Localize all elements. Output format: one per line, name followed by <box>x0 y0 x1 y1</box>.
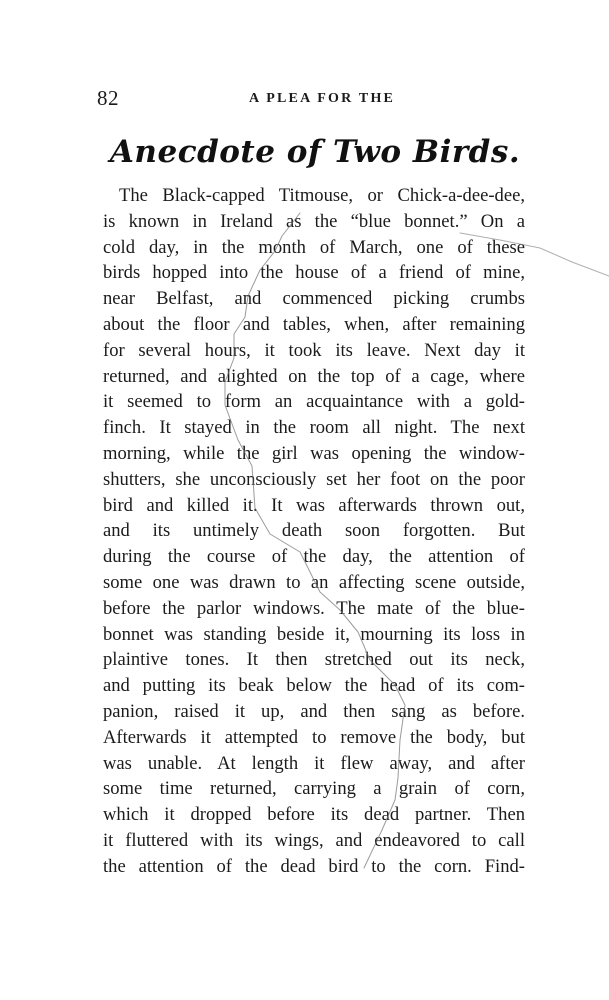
text-line: returned, and alighted on the top of a cage, where <box>103 365 525 387</box>
text-line: is known in Ireland as the “blue bonnet.” On a <box>103 210 525 232</box>
page-number: 82 <box>97 86 119 110</box>
text-line: shutters, she unconsciously set her foot on the poor <box>103 468 525 490</box>
article-title: Anecdote of Two Birds. <box>109 134 521 170</box>
text-line: bonnet was standing beside it, mourning its loss in <box>103 623 525 645</box>
text-line: panion, raised it up, and then sang as before. <box>103 700 525 722</box>
article-body <box>103 183 525 880</box>
text-line: some time returned, carrying a grain of corn, <box>103 778 525 800</box>
running-head <box>97 86 527 114</box>
text-line: cold day, in the month of March, one of these <box>103 236 525 258</box>
text-line: during the course of the day, the attention of <box>103 546 525 568</box>
text-line: birds hopped into the house of a friend of mine, <box>103 262 525 284</box>
running-title: A PLEA FOR THE <box>249 91 396 106</box>
text-line: which it dropped before its dead partner. Then <box>103 804 525 826</box>
text-line: it fluttered with its wings, and endeavored to call <box>103 829 525 851</box>
text-line: plaintive tones. It then stretched out its neck, <box>103 649 525 671</box>
text-line: and putting its beak below the head of its com- <box>103 675 525 697</box>
text-line: morning, while the girl was opening the window- <box>103 442 525 464</box>
text-line: for several hours, it took its leave. Next day it <box>103 339 525 361</box>
text-line: The Black-capped Titmouse, or Chick-a-dee-dee, <box>119 185 525 206</box>
text-line: before the parlor windows. The mate of the blue- <box>103 597 525 619</box>
text-line: bird and killed it. It was afterwards thrown out, <box>103 494 525 516</box>
text-line: finch. It stayed in the room all night. The next <box>103 417 525 439</box>
text-line: about the floor and tables, when, after remaining <box>103 313 525 335</box>
text-line: the attention of the dead bird to the corn. Find- <box>103 855 525 877</box>
text-line: some one was drawn to an affecting scene outside, <box>103 571 525 593</box>
text-line: was unable. At length it flew away, and after <box>103 752 525 774</box>
text-line: near Belfast, and commenced picking crumbs <box>103 288 525 310</box>
text-line: Afterwards it attempted to remove the body, but <box>103 726 525 748</box>
text-line: and its untimely death soon forgotten. But <box>103 520 525 542</box>
text-line: it seemed to form an acquaintance with a gold- <box>103 391 525 413</box>
